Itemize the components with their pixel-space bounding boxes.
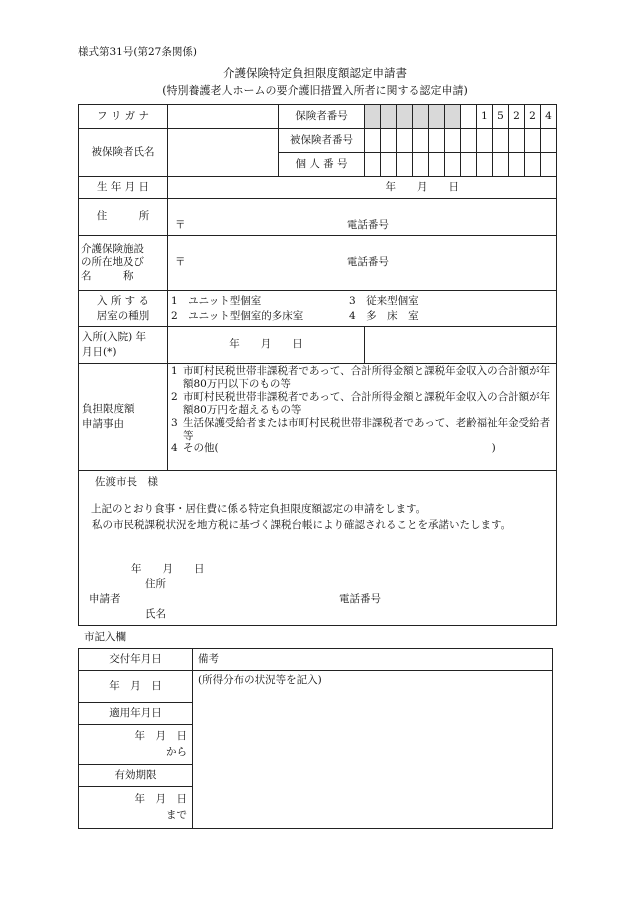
personal-number-cell[interactable]	[413, 153, 429, 177]
personal-number-cell[interactable]	[445, 153, 461, 177]
admission-blank	[365, 327, 557, 364]
room-option-multi-bed[interactable]: 4 多 床 室	[349, 309, 419, 322]
office-use-heading: 市記入欄	[84, 631, 126, 643]
expiry-value: 年 月 日	[134, 792, 187, 805]
apply-date-label: 適用年月日	[79, 703, 193, 725]
personal-number-cell[interactable]	[397, 153, 413, 177]
reason-text: 生活保護受給者または市町村民税世帯非課税者であって、老齢福祉年金受給者等	[183, 416, 551, 442]
reason-label-line: 負担限度額	[82, 403, 135, 416]
reason-text: その他( )	[183, 442, 496, 455]
insurer-digit: 5	[493, 105, 509, 129]
insured-number-cell[interactable]	[493, 129, 509, 153]
declaration-box	[79, 471, 557, 626]
insurer-number-label: 保険者番号	[279, 105, 365, 129]
dob-label: 生 年 月 日	[79, 177, 168, 199]
reason-options	[168, 364, 557, 471]
room-option-conventional-private[interactable]: 3 従来型個室	[349, 294, 419, 307]
personal-number-cell[interactable]	[461, 153, 477, 177]
insured-name-label: 被保険者氏名	[79, 129, 168, 177]
declaration-address-label: 住所	[145, 578, 166, 590]
application-table	[78, 104, 557, 626]
declaration-name-label: 氏名	[145, 608, 166, 620]
address-label: 住 所	[79, 199, 168, 236]
room-option-unit-private[interactable]: 1 ユニット型個室	[171, 294, 262, 307]
facility-input[interactable]	[168, 236, 557, 291]
form-number: 様式第31号(第27条関係)	[78, 46, 197, 58]
room-type-options	[168, 291, 557, 327]
reason-num: 2	[171, 390, 178, 403]
expiry-cell[interactable]	[79, 787, 193, 829]
dob-value: 年 月 日	[385, 180, 459, 193]
facility-label-line: 介護保険施設	[81, 242, 144, 255]
form-title: 介護保険特定負担限度額認定申請書	[223, 66, 407, 80]
insured-number-cell[interactable]	[477, 129, 493, 153]
insured-number-cell[interactable]	[541, 129, 557, 153]
insurer-digit-blank	[381, 105, 397, 129]
reason-num: 1	[171, 365, 178, 377]
personal-number-cell[interactable]	[509, 153, 525, 177]
insurer-digit-blank	[461, 105, 477, 129]
facility-phone-label: 電話番号	[346, 256, 389, 269]
room-type-label-line: 居室の種別	[96, 309, 150, 322]
expiry-until: まで	[166, 808, 187, 821]
insured-number-cell[interactable]	[509, 129, 525, 153]
remarks-note: (所得分布の状況等を記入)	[198, 674, 322, 686]
facility-label	[79, 236, 168, 291]
declaration-date[interactable]: 年 月 日	[131, 563, 205, 575]
reason-option[interactable]	[171, 391, 553, 417]
facility-label-line: 名 称	[81, 269, 134, 282]
reason-num: 3	[171, 416, 178, 429]
apply-date-value: 年 月 日	[134, 729, 187, 742]
reason-num: 4	[171, 442, 178, 455]
address-input[interactable]	[168, 199, 557, 236]
insured-number-cell[interactable]	[461, 129, 477, 153]
expiry-label: 有効期限	[79, 765, 193, 787]
office-use-table	[78, 648, 553, 829]
insured-number-cell[interactable]	[445, 129, 461, 153]
reason-text: 市町村民税世帯非課税者であって、合計所得金額と課税年金収入の合計額が年額80万円を超えるもの等	[183, 390, 551, 416]
addressee: 佐渡市長 様	[95, 476, 158, 488]
postal-mark: 〒	[175, 256, 186, 269]
address-phone-label: 電話番号	[346, 218, 389, 231]
reason-option[interactable]	[171, 365, 553, 391]
apply-from: から	[166, 745, 187, 758]
personal-number-cell[interactable]	[429, 153, 445, 177]
insurer-digit-blank	[429, 105, 445, 129]
personal-number-cell[interactable]	[525, 153, 541, 177]
insured-number-cell[interactable]	[381, 129, 397, 153]
declaration-text-1: 上記のとおり食事・居住費に係る特定負担限度額認定の申請をします。	[91, 503, 427, 515]
remarks-box[interactable]	[193, 671, 553, 829]
insured-number-cell[interactable]	[525, 129, 541, 153]
admission-date-input[interactable]	[168, 327, 365, 364]
personal-number-cell[interactable]	[365, 153, 381, 177]
admission-label-line: 入所(入院) 年	[82, 331, 147, 344]
apply-date-cell[interactable]	[79, 725, 193, 765]
issue-date-value[interactable]: 年 月 日	[79, 671, 193, 703]
insurer-digit: 2	[509, 105, 525, 129]
admission-label-line: 月日(*)	[82, 346, 117, 358]
personal-number-cell[interactable]	[381, 153, 397, 177]
facility-label-line: の所在地及び	[81, 256, 144, 269]
reason-option[interactable]	[171, 442, 553, 455]
reason-option[interactable]	[171, 417, 553, 443]
insurer-digit-blank	[365, 105, 381, 129]
insured-number-cell[interactable]	[365, 129, 381, 153]
form-subtitle: (特別養護老人ホームの要介護旧措置入所者に関する認定申請)	[162, 84, 468, 97]
remarks-label: 備考	[193, 649, 553, 671]
room-type-label-line: 入 所 す る	[96, 294, 149, 307]
insured-number-cell[interactable]	[413, 129, 429, 153]
declaration-phone-label: 電話番号	[339, 593, 381, 605]
reason-label	[79, 364, 168, 471]
declaration-text-2: 私の市民税課税状況を地方税に基づく課税台帳により確認されることを承諾いたします。	[92, 519, 512, 531]
insurer-digit-blank	[397, 105, 413, 129]
personal-number-cell[interactable]	[477, 153, 493, 177]
applicant-label: 申請者	[89, 593, 121, 605]
reason-text: 市町村民税世帯非課税者であって、合計所得金額と課税年金収入の合計額が年額80万円以下のもの等	[183, 365, 551, 390]
postal-mark: 〒	[175, 218, 186, 231]
insured-name-input[interactable]	[168, 129, 279, 177]
personal-number-cell[interactable]	[541, 153, 557, 177]
furigana-input[interactable]	[168, 105, 279, 129]
insurer-digit-blank	[413, 105, 429, 129]
furigana-label: フ リ ガ ナ	[79, 105, 168, 129]
insurer-digit-blank	[445, 105, 461, 129]
issue-date-label: 交付年月日	[79, 649, 193, 671]
insured-number-cell[interactable]	[397, 129, 413, 153]
insurer-digit: 2	[525, 105, 541, 129]
insured-number-label: 被保険者番号	[279, 129, 365, 153]
personal-number-label: 個 人 番 号	[279, 153, 365, 177]
personal-number-cell[interactable]	[493, 153, 509, 177]
dob-input[interactable]	[168, 177, 557, 199]
room-option-unit-semi-private[interactable]: 2 ユニット型個室的多床室	[171, 309, 304, 322]
admission-date-value: 年 月 日	[229, 338, 303, 351]
insurer-digit: 1	[477, 105, 493, 129]
admission-date-label	[79, 327, 168, 364]
insurer-digit: 4	[541, 105, 557, 129]
insured-number-cell[interactable]	[429, 129, 445, 153]
reason-label-line: 申請事由	[82, 418, 124, 430]
room-type-label	[79, 291, 168, 327]
